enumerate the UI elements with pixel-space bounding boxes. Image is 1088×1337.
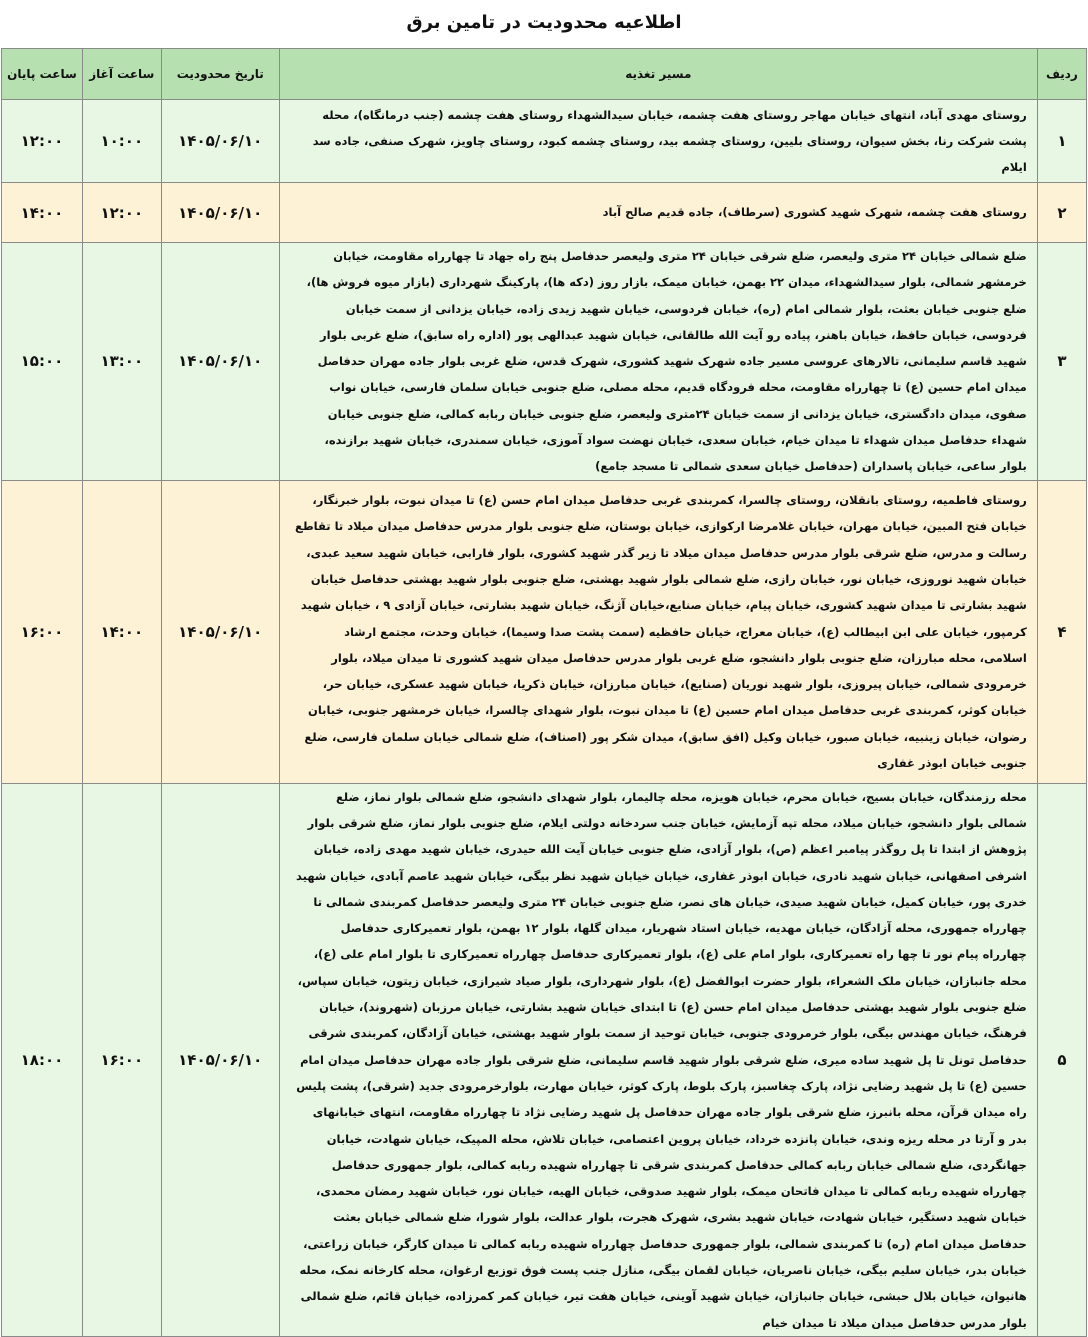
power-outage-table (1, 48, 1087, 1337)
table-row (2, 100, 1087, 183)
date-cell: ۱۴۰۵/۰۶/۱۰ (161, 183, 279, 243)
header-end-time: ساعت پایان (2, 49, 83, 100)
route-cell: روستای فاطمیه، روستای بانقلان، روستای چالسرا، کمربندی غربی حدفاصل میدان امام حسن (ع) تا میدان نبوت، بلوار خبرنگار، خیابان فتح المبین، خیابان مهران، خیابان غلامرضا ارکوازی، خیابان بوستان، ضلع جنوبی بلوار مدرس حدفاصل میدان میلاد تا تقاطع رسالت و مدرس، ضلع شرقی بلوار مدرس حدفاصل میدان میلاد تا زیر گذر شهید کشوری، بلوار فارابی، خیابان شهید سعید عبدی، خیابان شهید نوروزی، خیابان نور، خیابان رازی، ضلع شمالی بلوار شهید بهشتی، ضلع جنوبی بلوار شهید بهشتی حدفاصل خیابان شهید بشارتی تا میدان شهید کشوری، خیابان پیام، خیابان صنایع،خیابان آژنگ، خیابان شهید بشارتی، خیابان آزادی ۹ ، خیابان شهید کرمپور، خیابان علی ابن ابیطالب (ع)، خیابان معراج، خیابان حافظیه (سمت پشت صدا وسیما)، خیابان وحدت، مجتمع ارشاد اسلامی، محله مبارزان، ضلع جنوبی بلوار دانشجو، ضلع غربی بلوار مدرس حدفاصل میدان شهید کشوری تا میدان میلاد، بلوار خرمرودی شمالی، خیابان پیروزی، بلوار شهید نوریان (صنایع)، خیابان مبارزان، خیابان ذکریا، خیابان شهید عسکری، خیابان حر، خیابان کوثر، کمربندی غربی حدفاصل میدان امام حسین (ع) تا میدان نبوت، بلوار شهدای چالسرا، خیابان خرمشهر جنوبی، خیابان رضوان، خیابان زینبیه، خیابان صبور، خیابان وکیل (افق سابق)، میدان شکر پور (اصناف)، ضلع شمالی خیابان سلمان فارسی، ضلع جنوبی خیابان ابوذر غفاری (279, 480, 1037, 783)
header-route: مسیر تغذیه (279, 49, 1037, 100)
date-cell: ۱۴۰۵/۰۶/۱۰ (161, 480, 279, 783)
row-number: ۳ (1037, 243, 1086, 481)
row-number: ۲ (1037, 183, 1086, 243)
date-cell: ۱۴۰۵/۰۶/۱۰ (161, 243, 279, 481)
route-cell: روستای هفت چشمه، شهرک شهید کشوری (سرطاف)، جاده قدیم صالح آباد (279, 183, 1037, 243)
header-start-time: ساعت آغاز (82, 49, 161, 100)
table-header-row (2, 49, 1087, 100)
table-row (2, 783, 1087, 1336)
end-time-cell: ۱۸:۰۰ (2, 783, 83, 1336)
route-cell: محله رزمندگان، خیابان بسیج، خیابان محرم، خیابان هویزه، محله چالیمار، بلوار شهدای دانشجو، ضلع شمالی بلوار نماز، ضلع شمالی بلوار دانشجو، خیابان میلاد، محله تپه آزمایش، خیابان جنب سردخانه دولتی ایلام، ضلع جنوبی بلوار نماز، ضلع شرقی بلوار پژوهش از ابتدا تا پل روگذر پیامبر اعظم (ص)، بلوار آزادی، ضلع جنوبی خیابان آیت الله حیدری، خیابان شهید مهدی زاده، خیابان اشرفی اصفهانی، خیابان شهید نادری، خیابان ابوذر غفاری، خیابان خیابان شهید نظر بیگی، خیابان شهید عاصم آبادی، خیابان شهید خدری پور، خیابان کمیل، خیابان شهید صیدی، خیابان های نصر، ضلع جنوبی خیابان ۲۴ متری ولیعصر حدفاصل کمربندی شمالی تا چهارراه جمهوری، محله آزادگان، خیابان مهدیه، خیابان استاد شهریار، میدان گلها، بلوار ۱۲ بهمن، بلوار تعمیرکاری حدفاصل چهارراه پیام نور تا چها راه تعمیرکاری، بلوار امام علی (ع)، بلوار تعمیرکاری حدفاصل چهارراه تعمیرکاری تا بلوار امام علی (ع)، محله جانبازان، خیابان ملک الشعراء، بلوار حضرت ابوالفضل (ع)، بلوار شهرداری، بلوار صیاد شیرازی، خیابان زیتون، خیابان سپاس، ضلع جنوبی بلوار شهید بهشتی حدفاصل میدان امام حسن (ع) تا ابتدای خیابان شهید بشارتی، خیابان مرزبان (شهروند)، خیابان فرهنگ، خیابان مهندس بیگی، بلوار خرمرودی جنوبی، خیابان توحید از سمت بلوار شهید بهشتی، خیابان آزادگان، کمربندی شرقی حدفاصل تونل تا پل شهید ساده میری، ضلع شرقی بلوار شهید قاسم سلیمانی، ضلع شرقی بلوار جاده مهران حدفاصل میدان امام حسین (ع) تا پل شهید رضایی نژاد، پارک چغاسبز، پارک بلوط، پارک کوثر، خیابان مهارت، بلوارخرمرودی جدید (شرقی)، پشت پلیس راه میدان قرآن، محله بانبرز، ضلع شرقی بلوار جاده مهران حدفاصل پل شهید رضایی نژاد تا چهارراه مقاومت، انتهای خیابانهای بدر و آرتا در محله ریزه وندی، خیابان پانزده خرداد، خیابان پروین اعتصامی، خیابان تلاش، محله المپیک، خیابان شهادت، خیابان جهانگردی، ضلع شمالی خیابان ربابه کمالی حدفاصل کمربندی شرقی تا چهارراه شهیده ربابه کمالی، بلوار جمهوری حدفاصل چهارراه شهیده ربابه کمالی تا میدان فاتحان میمک، بلوار شهید صدوقی، خیابان الهیه، خیابان نور، خیابان شهید رمضان محمدی، خیابان شهید دستگیر، خیابان شهادت، خیابان شهید بشری، شهرک هجرت، بلوار عدالت، بلوار شورا، ضلع شمالی خیابان بعثت حدفاصل میدان امام (ره) تا کمربندی شمالی، بلوار جمهوری حدفاصل چهارراه شهیده ربابه کمالی تا میدان کارگر، خیابان زراعتی، خیابان بدر، خیابان سلیم بیگی، خیابان ناصریان، خیابان لقمان بیگی، منازل جنب پست فوق توزیع ارغوان، محله کارخانه نمک، محله هانیوان، خیابان بلال حبشی، خیابان جانبازان، خیابان شهید آوینی، خیابان هفت تیر، خیابان کمر کمرزاده، خیابان قائم، ضلع شمالی بلوار مدرس حدفاصل میدان میلاد تا میدان خیام (279, 783, 1037, 1336)
start-time-cell: ۱۶:۰۰ (82, 783, 161, 1336)
route-cell: ضلع شمالی خیابان ۲۴ متری ولیعصر، ضلع شرقی خیابان ۲۴ متری ولیعصر حدفاصل پنج راه جهاد تا چهارراه مقاومت، خیابان خرمشهر شمالی، بلوار سیدالشهداء، میدان ۲۲ بهمن، خیابان میمک، بازار روز (دکه ها)، پارکینگ شهرداری (بازار میوه فروش ها)، ضلع جنوبی خیابان بعثت، بلوار شمالی امام (ره)، خیابان فردوسی، خیابان شهید زیدی زاده، خیابان یزدانی از سمت خیابان فردوسی، خیابان حافظ، خیابان باهنر، پیاده رو آیت الله طالقانی، خیابان شهید عبدالهی پور (اداره راه سابق)، ضلع غربی بلوار شهید قاسم سلیمانی، تالارهای عروسی مسیر جاده شهرک شهید کشوری، شهرک قدس، ضلع غربی بلوار جاده مهران حدفاصل میدان امام حسین (ع) تا چهارراه مقاومت، محله فرودگاه قدیم، محله مصلی، ضلع جنوبی خیابان سلمان فارسی، خیابان نواب صفوی، میدان دادگستری، خیابان یزدانی از سمت خیابان ۲۴متری ولیعصر، ضلع جنوبی خیابان ربابه کمالی، ضلع جنوبی خیابان شهداء حدفاصل میدان شهداء تا میدان خیام، خیابان سعدی، خیابان نهضت سواد آموزی، خیابان سمندری، خیابان شهید برازنده، بلوار ساعی، خیابان پاسداران (حدفاصل خیابان سعدی شمالی تا مسجد جامع) (279, 243, 1037, 481)
date-cell: ۱۴۰۵/۰۶/۱۰ (161, 100, 279, 183)
end-time-cell: ۱۶:۰۰ (2, 480, 83, 783)
end-time-cell: ۱۴:۰۰ (2, 183, 83, 243)
row-number: ۴ (1037, 480, 1086, 783)
row-number: ۵ (1037, 783, 1086, 1336)
date-cell: ۱۴۰۵/۰۶/۱۰ (161, 783, 279, 1336)
table-row (2, 480, 1087, 783)
start-time-cell: ۱۳:۰۰ (82, 243, 161, 481)
page-title: اطلاعیه محدودیت در تامین برق (406, 12, 682, 33)
row-number: ۱ (1037, 100, 1086, 183)
end-time-cell: ۱۵:۰۰ (2, 243, 83, 481)
start-time-cell: ۱۴:۰۰ (82, 480, 161, 783)
route-cell: روستای مهدی آباد، انتهای خیابان مهاجر روستای هفت چشمه، خیابان سیدالشهداء روستای هفت چشمه (جنب درمانگاه)، محله پشت شرکت رنا، بخش سیوان، روستای بلیین، روستای چشمه بید، روستای چشمه کبود، روستای چاویز، شهرک صنفی، جاده سد ایلام (279, 100, 1037, 183)
end-time-cell: ۱۲:۰۰ (2, 100, 83, 183)
start-time-cell: ۱۰:۰۰ (82, 100, 161, 183)
start-time-cell: ۱۲:۰۰ (82, 183, 161, 243)
header-date: تاریخ محدودیت (161, 49, 279, 100)
header-row-number: ردیف (1037, 49, 1086, 100)
table-row (2, 183, 1087, 243)
table-row (2, 243, 1087, 481)
